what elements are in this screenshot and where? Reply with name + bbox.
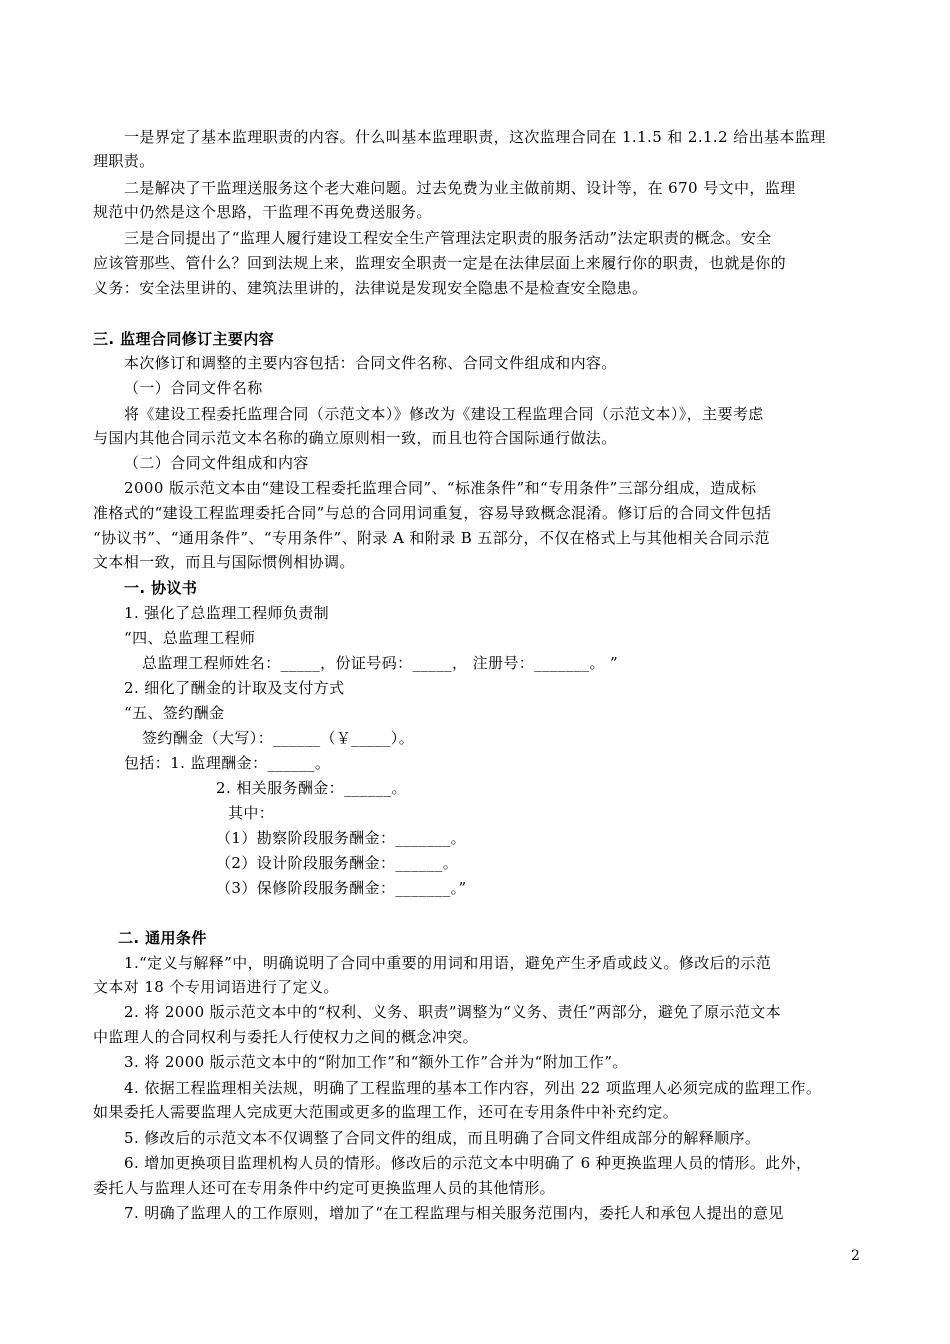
text-line-g6-l2: 委托人与监理人还可在专用条件中约定可更换监理人员的其他情形。 [93,1179,556,1197]
section-heading-sec3-heading: 三. 监理合同修订主要内容 [93,330,275,348]
text-line-g7-l1: 7. 明确了监理人的工作原则，增加了“在工程监理与相关服务范围内，委托人和承包人提出的意见 [124,1204,784,1222]
text-line-incl-2-3: （3）保修阶段服务酬金：_______。” [216,879,467,897]
text-line-quote-5: “五、签约酬金 [124,704,225,722]
section-heading-part1-heading: 一. 协议书 [124,579,198,597]
text-line-incl-1: 包括：1. 监理酬金：______。 [124,754,331,772]
text-line-p5-l1: 将《建设工程委托监理合同（示范文本）》修改为《建设工程监理合同（示范文本）》，主要考虑 [124,405,764,423]
text-line-p6-l2: 准格式的“建设工程监理委托合同”与总的合同用词重复，容易导致概念混淆。修订后的合同文件包括 [93,504,772,522]
text-line-p5-l2: 与国内其他合同示范文本名称的确立原则相一致，而且也符合国际通行做法。 [93,429,617,447]
page-number: 2 [851,1248,860,1264]
text-line-item1-2: 2. 细化了酬金的计取及支付方式 [124,679,345,697]
text-line-g4-l1: 4. 依据工程监理相关法规，明确了工程监理的基本工作内容，列出 22 项监理人必须完成的监理工作。 [124,1079,822,1097]
text-line-p6-l3: “协议书”、“通用条件”、“专用条件”、附录 A 和附录 B 五部分，不仅在格式上与其他相关合同示范 [93,529,770,547]
text-line-incl-2-2: （2）设计阶段服务酬金：______。 [216,854,459,872]
text-line-item1-1: 1. 强化了总监理工程师负责制 [124,604,330,622]
text-line-p1-l1: 一是界定了基本监理职责的内容。什么叫基本监理职责，这次监理合同在 1.1.5 和 2.1.2 给出基本监理 [124,128,826,146]
text-line-incl-2-1: （1）勘察阶段服务酬金：_______。 [216,829,467,847]
text-line-g1-l1: 1.“定义与解释”中，明确说明了合同中重要的用词和用语，避免产生矛盾或歧义。修改后的示范 [124,954,772,972]
text-line-quote-5-amount: 签约酬金（大写）：______（￥_____）。 [142,729,415,747]
text-line-p3-l3: 义务：安全法里讲的、建筑法里讲的，法律说是发现安全隐患不是检查安全隐患。 [93,279,648,297]
text-line-p4-l1: 本次修订和调整的主要内容包括：合同文件名称、合同文件组成和内容。 [124,354,617,372]
text-line-incl-2: 2. 相关服务酬金：______。 [216,779,407,797]
text-line-sub1-heading: （一）合同文件名称 [124,379,263,397]
text-line-sub2-heading: （二）合同文件组成和内容 [124,454,309,472]
text-line-p6-l1: 2000 版示范文本由“建设工程委托监理合同”、“标准条件”和“专用条件”三部分组成，造成标 [124,479,757,497]
text-line-quote-4-fields: 总监理工程师姓名：_____，份证号码：_____， 注册号：_______。 ” [142,654,619,672]
text-line-incl-of-which: 其中： [228,804,275,822]
text-line-g2-l2: 中监理人的合同权利与委托人行使权力之间的概念冲突。 [93,1028,479,1046]
text-line-p3-l2: 应该管那些、管什么？回到法规上来，监理安全职责一定是在法律层面上来履行你的职责，也就是你的 [93,254,787,272]
text-line-p3-l1: 三是合同提出了“监理人履行建设工程安全生产管理法定职责的服务活动”法定职责的概念。安全 [124,229,772,247]
text-line-g5-l1: 5. 修改后的示范文本不仅调整了合同文件的组成，而且明确了合同文件组成部分的解释顺序。 [124,1129,761,1147]
text-line-g4-l2: 如果委托人需要监理人完成更大范围或更多的监理工作，还可在专用条件中补充约定。 [93,1103,679,1121]
section-heading-part2-heading: 二. 通用条件 [118,929,207,947]
text-line-quote-4: “四、总监理工程师 [124,629,256,647]
text-line-p2-l1: 二是解决了干监理送服务这个老大难问题。过去免费为业主做前期、设计等，在 670 号文中，监理 [124,179,796,197]
text-line-p1-l2: 理职责。 [93,152,155,170]
text-line-p6-l4: 文本相一致，而且与国际惯例相协调。 [93,553,355,571]
text-line-g2-l1: 2. 将 2000 版示范文本中的“权利、义务、职责”调整为“义务、责任”两部分，避免了原示范文本 [124,1003,782,1021]
text-line-g1-l2: 文本对 18 个专用词语进行了定义。 [93,978,339,996]
text-line-g6-l1: 6. 增加更换项目监理机构人员的情形。修改后的示范文本中明确了 6 种更换监理人员的情形。此外， [124,1154,812,1172]
text-line-p2-l2: 规范中仍然是这个思路，干监理不再免费送服务。 [93,203,432,221]
text-line-g3-l1: 3. 将 2000 版示范文本中的“附加工作”和“额外工作”合并为“附加工作”。 [124,1053,628,1071]
